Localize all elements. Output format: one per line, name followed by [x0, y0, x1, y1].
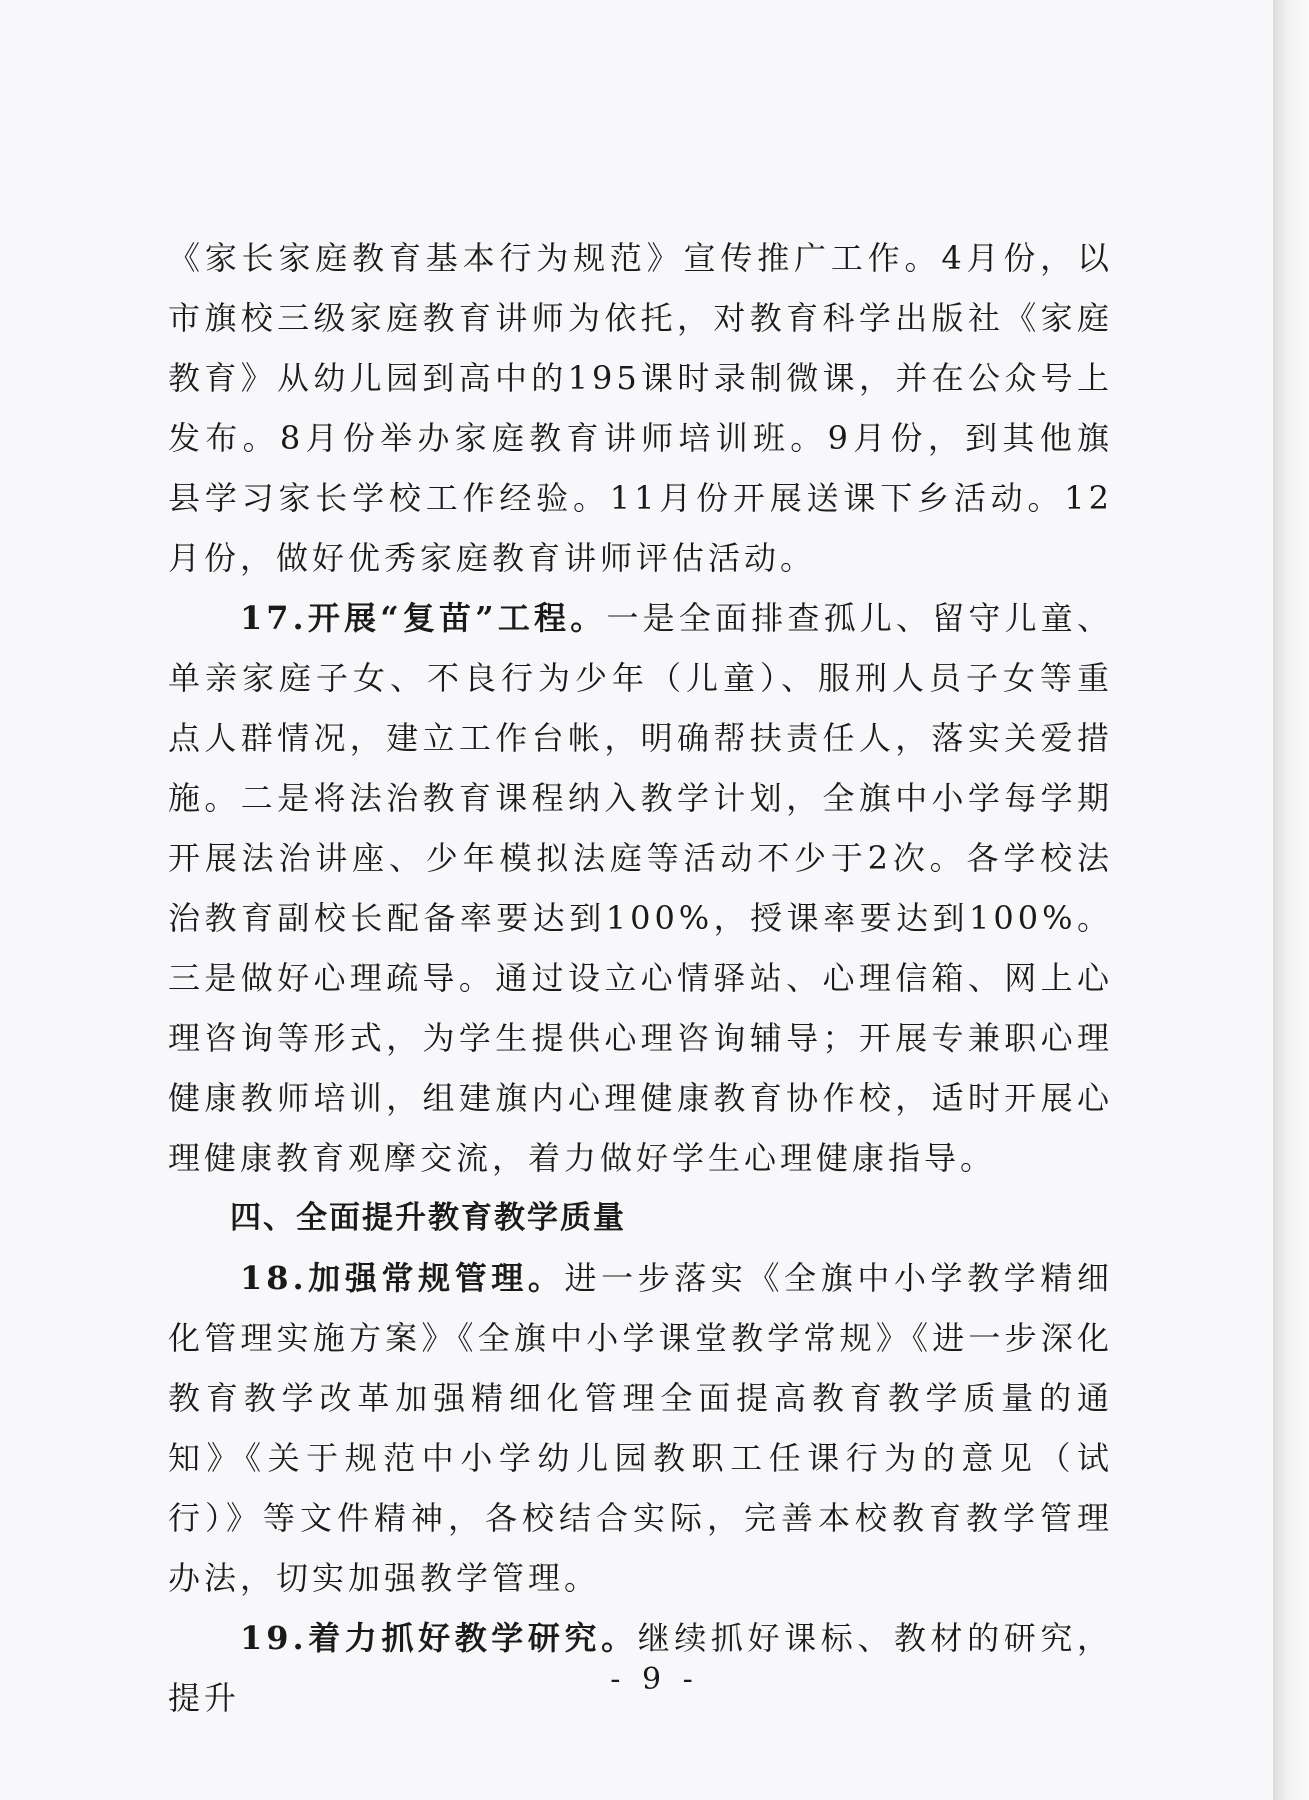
paragraph-family-education: [168, 228, 1113, 588]
paragraph-18: [168, 1248, 1113, 1608]
paragraph-lead: 17.开展“复苗”工程。: [240, 599, 607, 637]
scan-edge: [1273, 0, 1309, 1800]
paragraph-lead: 19.着力抓好教学研究。: [240, 1619, 638, 1657]
document-body: [168, 228, 1113, 1728]
paragraph-text: 《家长家庭教育基本行为规范》宣传推广工作。4月份，以市旗校三级家庭教育讲师为依托，对教育科学出版社《家庭教育》从幼儿园到高中的195课时录制微课，并在公众号上发布。8月份举办家庭教育讲师培训班。9月份，到其他旗县学习家长学校工作经验。11月份开展送课下乡活动。12月份，做好优秀家庭教育讲师评估活动。: [168, 239, 1113, 577]
paragraph-text: 继续抓好课标、教材的研究，提升: [168, 1619, 1113, 1717]
paragraph-lead: 18.加强常规管理。: [240, 1259, 565, 1297]
paragraph-text: 一是全面排查孤儿、留守儿童、单亲家庭子女、不良行为少年（儿童）、服刑人员子女等重点人群情况，建立工作台帐，明确帮扶责任人，落实关爱措施。二是将法治教育课程纳入教学计划，全旗中小学每学期开展法治讲座、少年模拟法庭等活动不少于2次。各学校法治教育副校长配备率要达到100%，授课率要达到100%。三是做好心理疏导。通过设立心情驿站、心理信箱、网上心理咨询等形式，为学生提供心理咨询辅导；开展专兼职心理健康教师培训，组建旗内心理健康教育协作校，适时开展心理健康教育观摩交流，着力做好学生心理健康指导。: [168, 599, 1113, 1177]
section-heading: 四、全面提升教育教学质量: [230, 1200, 626, 1236]
paragraph-17: [168, 588, 1113, 1188]
page-number: - 9 -: [610, 1662, 699, 1697]
paragraph-text: 进一步落实《全旗中小学教学精细化管理实施方案》《全旗中小学课堂教学常规》《进一步深化教育教学改革加强精细化管理全面提高教育教学质量的通知》《关于规范中小学幼儿园教职工任课行为的意见（试行）》等文件精神，各校结合实际，完善本校教育教学管理办法，切实加强教学管理。: [168, 1259, 1113, 1597]
